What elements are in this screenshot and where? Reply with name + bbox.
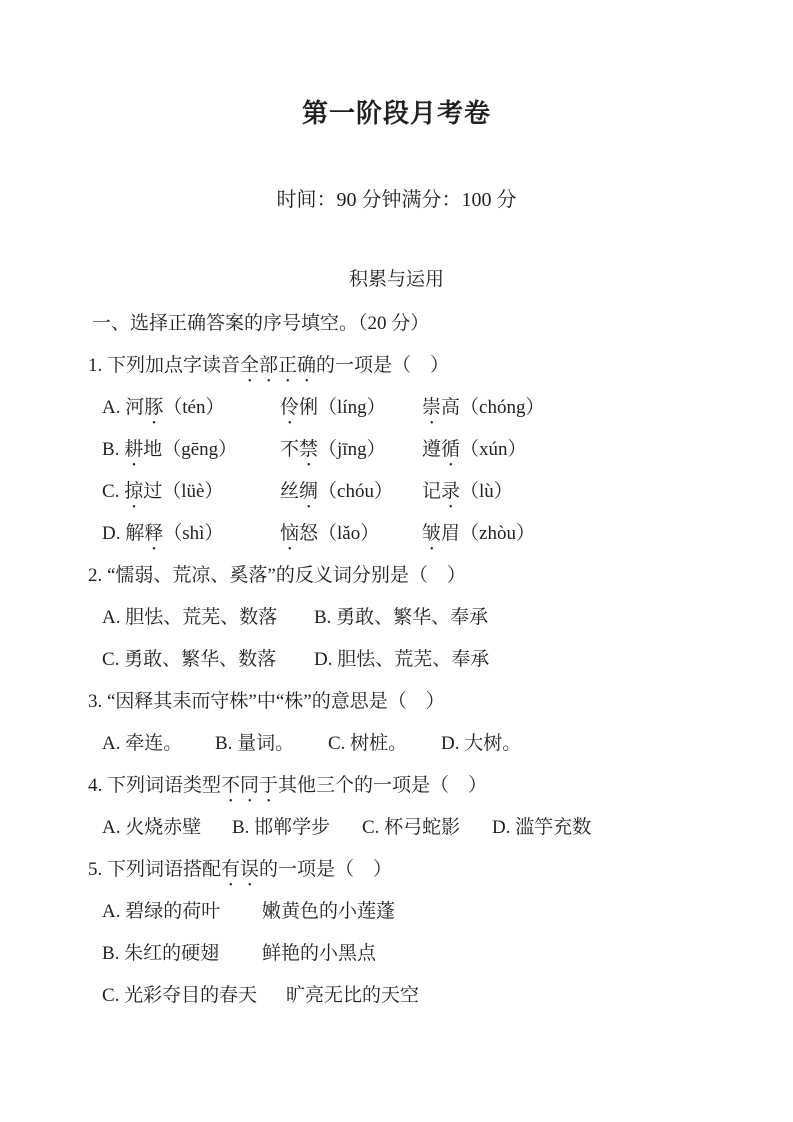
section-heading: 积累与运用	[348, 269, 444, 290]
text-run: （chóu）	[318, 481, 393, 502]
questions	[0, 345, 793, 1017]
text-run: 的一项是（ ）	[259, 859, 393, 880]
text-run: C.	[102, 481, 125, 502]
option-cell	[422, 429, 527, 471]
text-run: 高（chóng）	[441, 397, 545, 418]
part-one-heading: 一、选择正确答案的序号填空。（20 分）	[92, 313, 430, 334]
text-run: B. 量词。	[215, 733, 295, 754]
option-row-q2	[0, 597, 793, 639]
question-stem-q1	[0, 345, 793, 387]
question-stem-q5	[0, 849, 793, 891]
emphasis-dotted-text: 绸	[299, 481, 319, 502]
text-run: 怒（lǎo）	[299, 523, 380, 544]
option-row-q1	[0, 471, 793, 513]
text-run: C. 勇敢、繁华、数落	[102, 649, 277, 670]
text-run: D. 滥竽充数	[492, 817, 592, 838]
emphasis-dotted-text: 恼	[280, 523, 300, 544]
option-row-q3	[0, 723, 793, 765]
emphasis-dotted-text: 耕	[124, 439, 144, 460]
text-run: A. 火烧赤壁	[102, 817, 202, 838]
text-run: B.	[102, 439, 125, 460]
text-run: （jīng）	[318, 439, 386, 460]
emphasis-dotted-text: 伶	[280, 397, 300, 418]
option-cell	[280, 429, 422, 471]
emphasis-dotted-text: 全部正确	[240, 355, 317, 376]
text-run: （lù）	[460, 481, 513, 502]
text-run: D. 大树。	[441, 733, 522, 754]
text-run: B. 邯郸学步	[232, 817, 331, 838]
text-run: 2. “懦弱、荒凉、奚落”的反义词分别是（ ）	[88, 565, 466, 586]
text-run: 旷亮无比的天空	[286, 985, 420, 1006]
option-cell	[422, 513, 535, 555]
text-run: A. 胆怯、荒芜、数落	[102, 607, 278, 628]
text-run: 的一项是（ ）	[316, 355, 450, 376]
option-cell	[328, 723, 441, 765]
emphasis-dotted-text: 皱	[422, 523, 442, 544]
text-run: 过（lüè）	[143, 481, 224, 502]
option-cell	[492, 807, 591, 849]
emphasis-dotted-text: 释	[144, 523, 164, 544]
emphasis-dotted-text: 有误	[221, 859, 260, 880]
option-cell	[102, 429, 280, 471]
option-cell	[102, 639, 314, 681]
option-cell	[362, 807, 492, 849]
option-cell	[102, 723, 215, 765]
text-run: 3. “因释其耒而守株”中“株”的意思是（ ）	[88, 691, 445, 712]
text-run: B. 朱红的硬翅	[102, 943, 220, 964]
question-stem-q4	[0, 765, 793, 807]
option-cell	[102, 597, 314, 639]
question-stem-q3	[0, 681, 793, 723]
option-cell	[280, 513, 422, 555]
option-cell	[102, 513, 280, 555]
text-run: 4. 下列词语类型	[88, 775, 222, 796]
option-cell	[102, 891, 262, 933]
text-run: （xún）	[460, 439, 527, 460]
text-run: 不	[280, 439, 300, 460]
text-run: D. 胆怯、荒芜、奉承	[314, 649, 490, 670]
option-cell	[215, 723, 328, 765]
option-row-q1	[0, 429, 793, 471]
emphasis-dotted-text: 禁	[299, 439, 319, 460]
option-row-q1	[0, 387, 793, 429]
exam-title: 第一阶段月考卷	[301, 99, 491, 128]
option-row-q4	[0, 807, 793, 849]
text-run: 嫩黄色的小莲蓬	[262, 901, 396, 922]
exam-time-score-line: 时间：90 分钟满分：100 分	[276, 189, 517, 211]
emphasis-dotted-text: 循	[441, 439, 461, 460]
option-cell	[102, 933, 262, 975]
text-run: 丝	[280, 481, 300, 502]
text-run: A. 碧绿的荷叶	[102, 901, 221, 922]
text-run: 其他三个的一项是（ ）	[278, 775, 488, 796]
emphasis-dotted-text: 崇	[422, 397, 442, 418]
option-row-q5	[0, 933, 793, 975]
emphasis-dotted-text: 不同于	[221, 775, 279, 796]
text-run: B. 勇敢、繁华、奉承	[314, 607, 489, 628]
text-run: 5. 下列词语搭配	[88, 859, 222, 880]
option-row-q2	[0, 639, 793, 681]
text-run: 地（gēng）	[143, 439, 238, 460]
option-cell	[262, 891, 395, 933]
text-run: C. 树桩。	[328, 733, 408, 754]
option-cell	[280, 387, 422, 429]
emphasis-dotted-text: 掠	[124, 481, 144, 502]
option-cell	[280, 471, 422, 513]
option-cell	[422, 471, 513, 513]
option-cell	[314, 639, 489, 681]
text-run: 1. 下列加点字读音	[88, 355, 241, 376]
text-run: 俐（líng）	[299, 397, 386, 418]
option-cell	[441, 723, 521, 765]
text-run: （tén）	[163, 397, 225, 418]
option-cell	[232, 807, 362, 849]
option-cell	[262, 933, 376, 975]
text-run: D. 解	[102, 523, 145, 544]
option-cell	[102, 975, 286, 1017]
text-run: A. 河	[102, 397, 145, 418]
text-run: C. 杯弓蛇影	[362, 817, 461, 838]
option-row-q5	[0, 975, 793, 1017]
option-row-q5	[0, 891, 793, 933]
text-run: C. 光彩夺目的春天	[102, 985, 258, 1006]
option-cell	[422, 387, 544, 429]
option-cell	[102, 387, 280, 429]
text-run: 遵	[422, 439, 442, 460]
option-cell	[102, 471, 280, 513]
text-run: 鲜艳的小黑点	[262, 943, 377, 964]
emphasis-dotted-text: 豚	[144, 397, 164, 418]
question-stem-q2	[0, 555, 793, 597]
option-cell	[286, 975, 419, 1017]
option-cell	[314, 597, 488, 639]
emphasis-dotted-text: 录	[441, 481, 461, 502]
text-run: A. 牵连。	[102, 733, 183, 754]
option-cell	[102, 807, 232, 849]
text-run: 眉（zhòu）	[441, 523, 535, 544]
text-run: 记	[422, 481, 442, 502]
option-row-q1	[0, 513, 793, 555]
text-run: （shì）	[163, 523, 224, 544]
